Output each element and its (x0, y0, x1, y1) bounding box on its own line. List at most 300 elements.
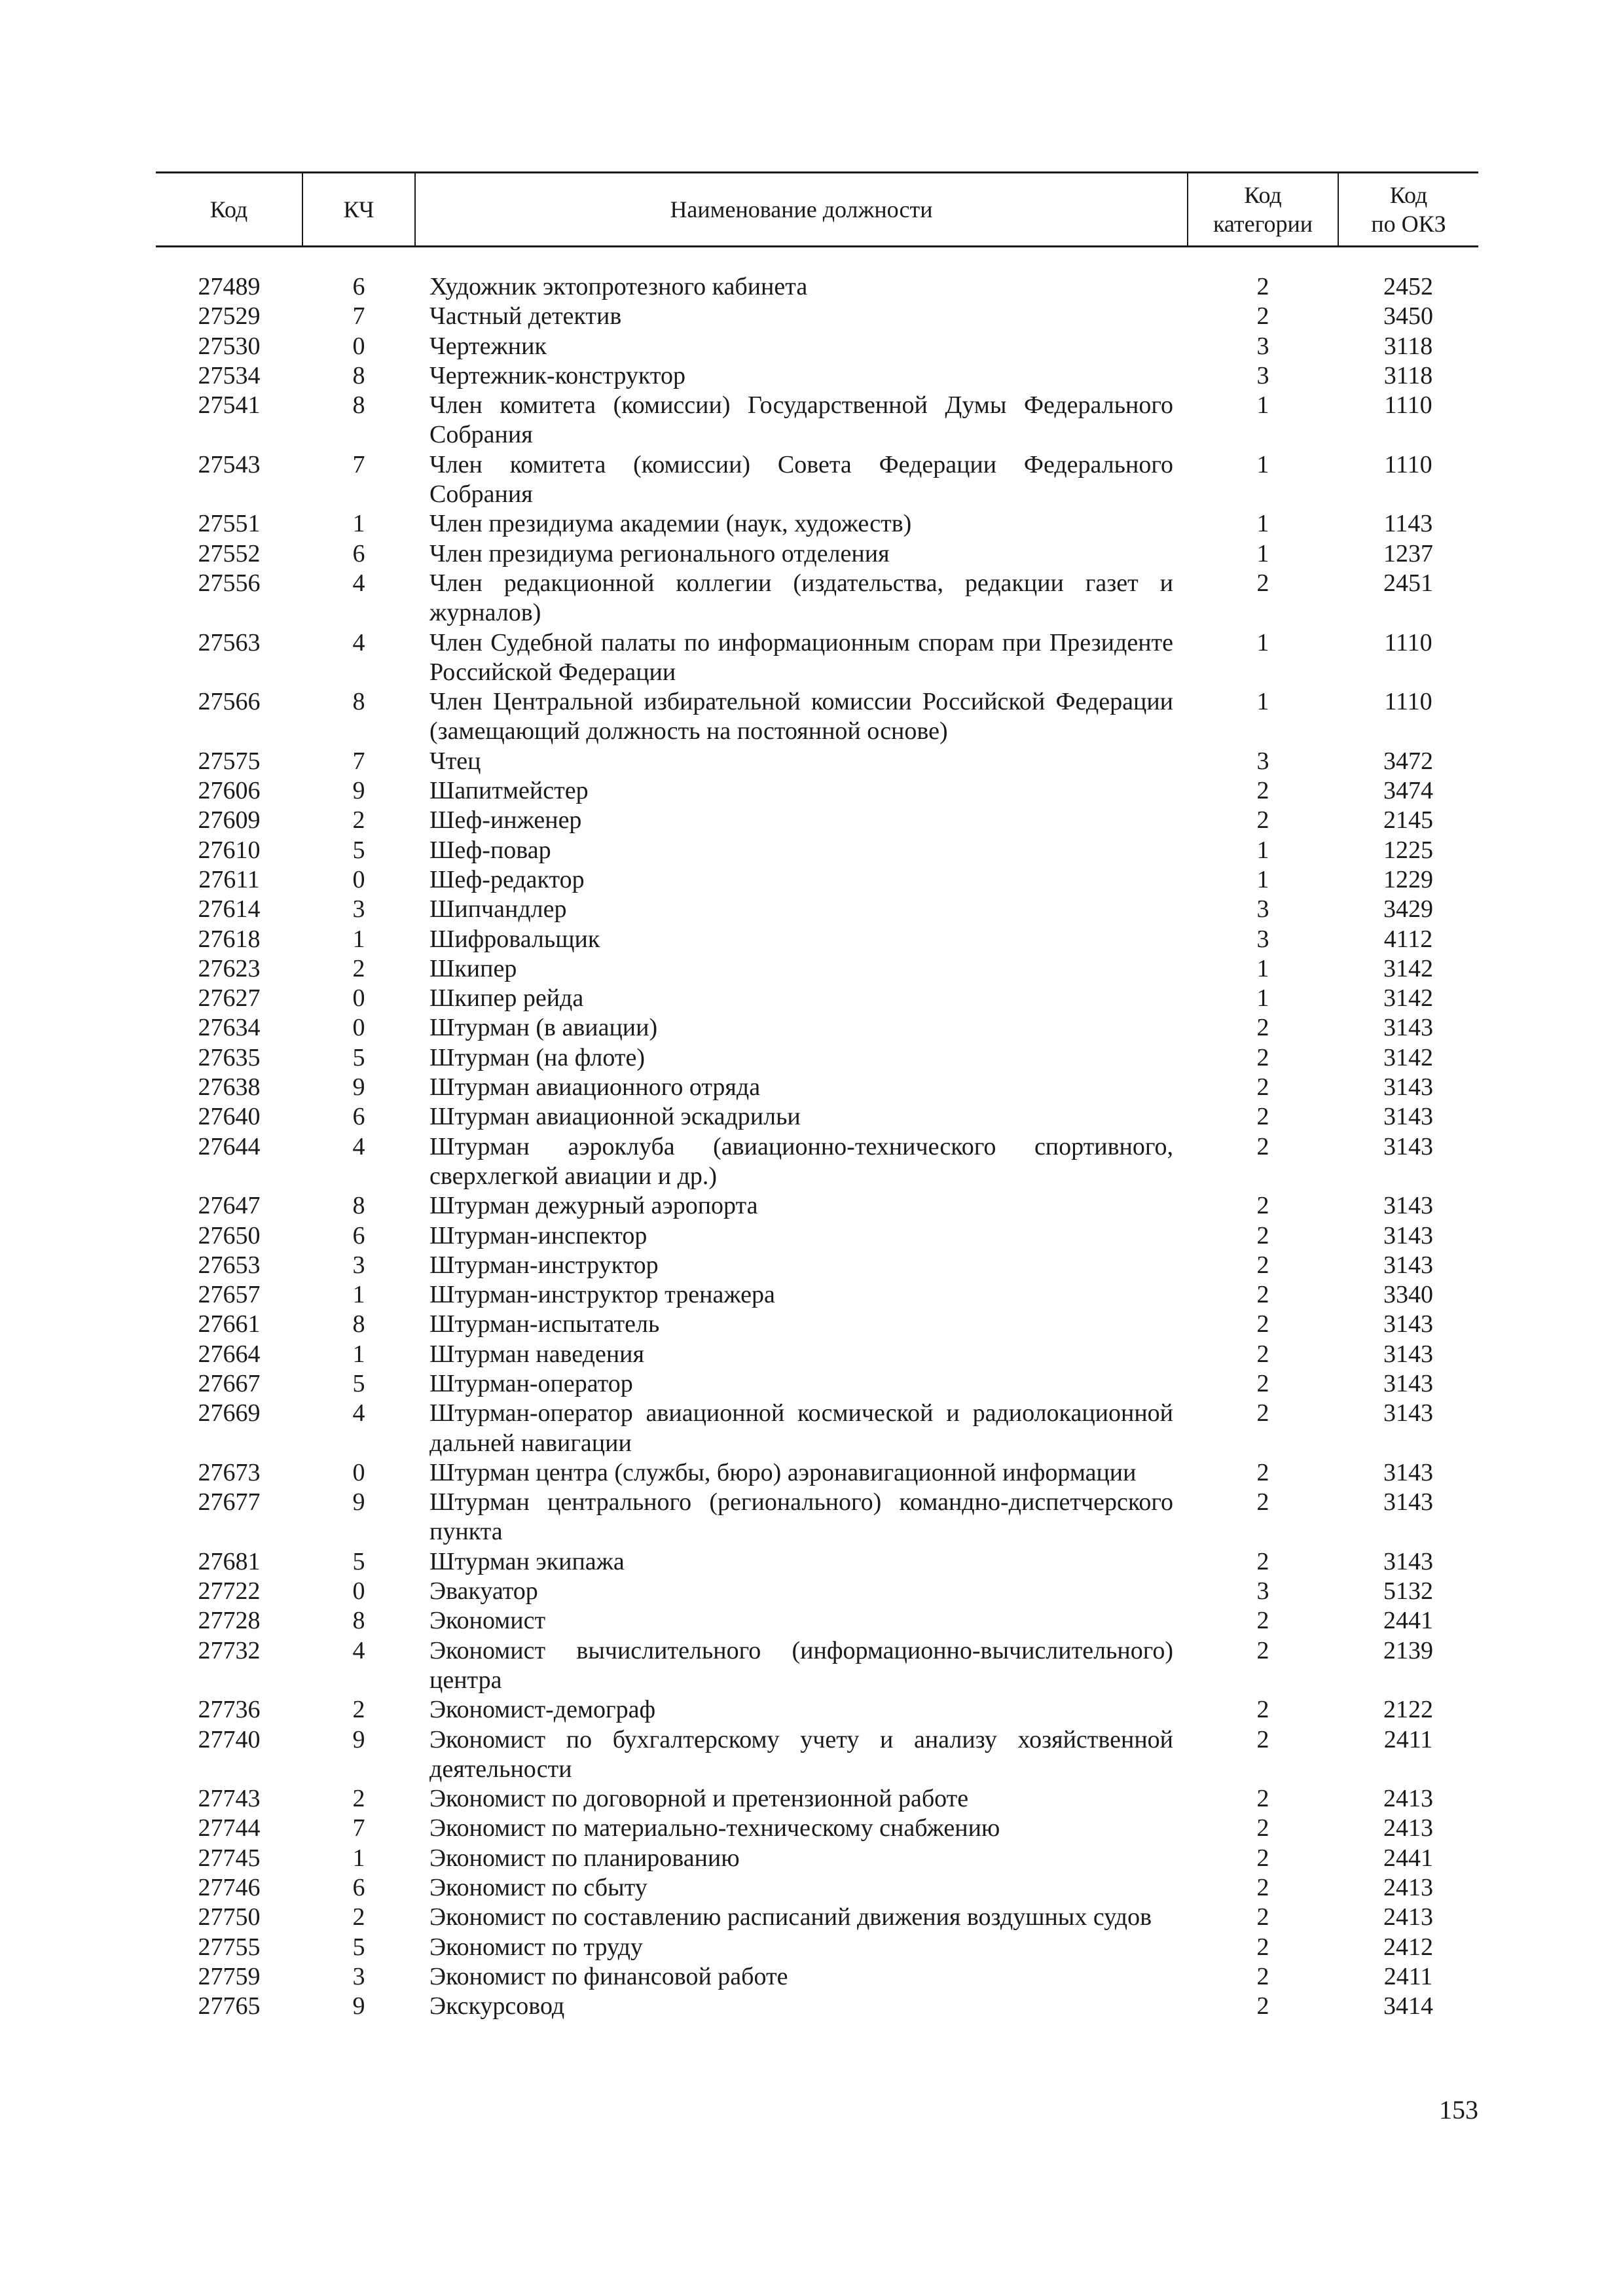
document-page (156, 171, 1478, 2022)
row-kch: 6 (352, 1221, 365, 1249)
row-okz: 3143 (1383, 1221, 1433, 1249)
table-row (156, 509, 1478, 539)
row-category: 2 (1256, 1014, 1269, 1042)
row-code: 27640 (198, 1103, 261, 1131)
row-code: 27759 (198, 1962, 261, 1990)
table-row (156, 628, 1478, 688)
table-body (156, 247, 1478, 2022)
row-code: 27755 (198, 1933, 261, 1961)
row-code: 27743 (198, 1785, 261, 1813)
row-category: 2 (1256, 1310, 1269, 1338)
row-name: Шкипер (429, 954, 517, 982)
row-name: Эвакуатор (429, 1577, 538, 1605)
table-row (156, 1903, 1478, 1932)
table-row (156, 1962, 1478, 1992)
row-kch: 8 (352, 1310, 365, 1338)
table-row (156, 1992, 1478, 2021)
table-row (156, 1132, 1478, 1192)
row-kch: 8 (352, 361, 365, 389)
row-category: 2 (1256, 1192, 1269, 1220)
row-category: 2 (1256, 1814, 1269, 1842)
row-category: 1 (1256, 391, 1269, 420)
table-row (156, 806, 1478, 835)
row-code: 27618 (198, 925, 261, 953)
row-code: 27657 (198, 1281, 261, 1309)
row-name: Экономист по планированию (429, 1844, 740, 1872)
row-category: 2 (1256, 1874, 1269, 1902)
table-row (156, 1547, 1478, 1577)
row-kch: 6 (352, 539, 365, 567)
row-okz: 1225 (1383, 836, 1433, 864)
row-okz: 3143 (1383, 1340, 1433, 1368)
row-name: Частный детектив (429, 302, 622, 331)
row-okz: 3474 (1383, 777, 1433, 805)
row-code: 27563 (198, 628, 261, 656)
row-kch: 2 (352, 806, 365, 834)
row-category: 3 (1256, 332, 1269, 360)
row-kch: 9 (352, 1488, 365, 1516)
row-code: 27543 (198, 450, 261, 478)
row-code: 27606 (198, 777, 261, 805)
row-category: 3 (1256, 895, 1269, 924)
row-name: Экономист по сбыту (429, 1874, 647, 1902)
row-code: 27722 (198, 1577, 261, 1605)
row-name: Шипчандлер (429, 895, 567, 924)
row-category: 2 (1256, 1281, 1269, 1309)
table-row (156, 1399, 1478, 1458)
row-name: Штурман (на флоте) (429, 1043, 645, 1071)
row-okz: 3450 (1383, 302, 1433, 331)
row-category: 2 (1256, 1458, 1269, 1486)
row-okz: 2413 (1383, 1785, 1433, 1813)
row-category: 1 (1256, 628, 1269, 656)
row-name: Шифровальщик (429, 925, 600, 953)
row-okz: 1237 (1383, 539, 1433, 567)
row-name: Член Судебной палаты по информационным спорам при Президенте Российской Федерации (429, 628, 1173, 686)
row-kch: 4 (352, 1399, 365, 1427)
table-row (156, 450, 1478, 510)
row-okz: 4112 (1383, 925, 1433, 953)
row-kch: 1 (352, 1340, 365, 1368)
row-name: Шеф-инженер (429, 806, 582, 834)
row-code: 27750 (198, 1903, 261, 1931)
row-kch: 1 (352, 1844, 365, 1872)
table-row (156, 1102, 1478, 1132)
row-category: 2 (1256, 1785, 1269, 1813)
row-code: 27627 (198, 984, 261, 1013)
table-row (156, 1280, 1478, 1310)
row-name: Художник эктопротезного кабинета (429, 273, 808, 300)
row-kch: 3 (352, 1251, 365, 1279)
header-category: Код категории (1188, 173, 1338, 247)
row-code: 27529 (198, 302, 261, 331)
table-row (156, 1844, 1478, 1873)
row-category: 2 (1256, 1725, 1269, 1753)
header-kch: КЧ (302, 173, 415, 247)
row-kch: 2 (352, 1785, 365, 1813)
table-row (156, 1814, 1478, 1843)
row-category: 2 (1256, 1043, 1269, 1071)
row-name: Член редакционной коллегии (издательства, редакции газет и журналов) (429, 569, 1173, 627)
row-kch: 0 (352, 865, 365, 893)
row-code: 27736 (198, 1696, 261, 1724)
row-okz: 2441 (1383, 1844, 1433, 1872)
table-row (156, 836, 1478, 865)
row-code: 27556 (198, 569, 261, 597)
row-name: Чтец (429, 747, 481, 775)
row-code: 27609 (198, 806, 261, 834)
row-code: 27647 (198, 1192, 261, 1220)
row-kch: 9 (352, 1725, 365, 1753)
row-category: 3 (1256, 361, 1269, 389)
row-name: Чертежник (429, 332, 547, 360)
table-row (156, 1725, 1478, 1785)
row-code: 27677 (198, 1488, 261, 1516)
table-row (156, 302, 1478, 331)
row-code: 27534 (198, 361, 261, 389)
row-category: 3 (1256, 747, 1269, 775)
row-code: 27653 (198, 1251, 261, 1279)
table-row (156, 569, 1478, 628)
row-name: Штурман-оператор авиационной космической и радиолокационной дальней навигации (429, 1399, 1173, 1457)
row-kch: 4 (352, 628, 365, 656)
row-okz: 3143 (1383, 1103, 1433, 1131)
row-category: 2 (1256, 569, 1269, 597)
table-row (156, 1695, 1478, 1725)
row-name: Шкипер рейда (429, 984, 584, 1013)
table-row (156, 1577, 1478, 1606)
row-okz: 3143 (1383, 1014, 1433, 1042)
row-kch: 8 (352, 1607, 365, 1635)
row-okz: 3143 (1383, 1192, 1433, 1220)
table-row (156, 1013, 1478, 1043)
row-okz: 3118 (1383, 361, 1433, 389)
row-category: 2 (1256, 1251, 1269, 1279)
row-okz: 1229 (1383, 865, 1433, 893)
table-row (156, 747, 1478, 776)
row-name: Член комитета (комиссии) Государственной Думы Федерального Собрания (429, 391, 1173, 449)
row-category: 2 (1256, 1992, 1269, 2020)
table-row (156, 1873, 1478, 1903)
row-name: Шеф-повар (429, 836, 551, 864)
row-category: 1 (1256, 450, 1269, 478)
row-code: 27661 (198, 1310, 261, 1338)
row-kch: 1 (352, 1281, 365, 1309)
row-okz: 3143 (1383, 1488, 1433, 1516)
table-row (156, 776, 1478, 806)
table-row (156, 687, 1478, 747)
row-name: Штурман авиационного отряда (429, 1073, 761, 1102)
table-row (156, 954, 1478, 984)
row-kch: 5 (352, 836, 365, 864)
row-okz: 2441 (1383, 1607, 1433, 1635)
positions-table (156, 171, 1478, 2022)
row-category: 2 (1256, 1903, 1269, 1931)
row-code: 27765 (198, 1992, 261, 2020)
row-category: 2 (1256, 777, 1269, 805)
row-kch: 8 (352, 688, 365, 716)
row-kch: 6 (352, 1874, 365, 1902)
row-code: 27635 (198, 1043, 261, 1071)
row-kch: 9 (352, 1992, 365, 2020)
row-name: Шеф-редактор (429, 865, 585, 893)
row-kch: 4 (352, 1132, 365, 1160)
row-name: Штурман аэроклуба (авиационно-технического спортивного, сверхлегкой авиации и др.) (429, 1132, 1173, 1190)
row-okz: 2451 (1383, 569, 1433, 597)
row-kch: 4 (352, 1636, 365, 1664)
row-okz: 1110 (1384, 628, 1432, 656)
row-code: 27614 (198, 895, 261, 924)
row-category: 1 (1256, 865, 1269, 893)
row-kch: 2 (352, 1696, 365, 1724)
row-code: 27638 (198, 1073, 261, 1102)
row-name: Штурман-испытатель (429, 1310, 660, 1338)
row-okz: 3143 (1383, 1310, 1433, 1338)
row-okz: 3429 (1383, 895, 1433, 924)
row-code: 27541 (198, 391, 261, 420)
row-okz: 3414 (1383, 1992, 1433, 2020)
row-category: 2 (1256, 806, 1269, 834)
row-kch: 5 (352, 1043, 365, 1071)
row-category: 2 (1256, 1844, 1269, 1872)
row-kch: 5 (352, 1933, 365, 1961)
row-kch: 3 (352, 895, 365, 924)
row-okz: 2413 (1383, 1874, 1433, 1902)
row-category: 3 (1256, 925, 1269, 953)
row-name: Экономист (429, 1607, 546, 1635)
row-kch: 0 (352, 984, 365, 1013)
row-name: Штурман авиационной эскадрильи (429, 1103, 801, 1131)
row-kch: 5 (352, 1547, 365, 1575)
row-category: 2 (1256, 1369, 1269, 1397)
table-row (156, 1488, 1478, 1547)
row-okz: 2411 (1383, 1962, 1433, 1990)
row-kch: 7 (352, 450, 365, 478)
row-name: Штурман экипажа (429, 1547, 625, 1575)
row-name: Экономист вычислительного (информационно-вычислительного) центра (429, 1636, 1173, 1694)
row-category: 1 (1256, 688, 1269, 716)
row-category: 1 (1256, 539, 1269, 567)
row-kch: 0 (352, 1014, 365, 1042)
row-name: Член Центральной избирательной комиссии Российской Федерации (замещающий должность на постоянной основе) (429, 688, 1173, 745)
row-code: 27681 (198, 1547, 261, 1575)
row-category: 2 (1256, 1488, 1269, 1516)
row-name: Штурман-инструктор тренажера (429, 1281, 775, 1309)
row-kch: 2 (352, 954, 365, 982)
row-name: Чертежник-конструктор (429, 361, 685, 389)
table-row (156, 1369, 1478, 1399)
table-row (156, 895, 1478, 924)
row-kch: 0 (352, 1577, 365, 1605)
table-row (156, 1458, 1478, 1488)
row-okz: 3340 (1383, 1281, 1433, 1309)
row-kch: 1 (352, 925, 365, 953)
table-row (156, 1310, 1478, 1339)
row-code: 27634 (198, 1014, 261, 1042)
row-name: Штурман центра (службы, бюро) аэронавигационной информации (429, 1458, 1137, 1486)
row-code: 27744 (198, 1814, 261, 1842)
row-name: Экскурсовод (429, 1992, 565, 2020)
row-category: 2 (1256, 1221, 1269, 1249)
row-code: 27732 (198, 1636, 261, 1664)
row-category: 2 (1256, 1547, 1269, 1575)
row-okz: 3143 (1383, 1399, 1433, 1427)
table-row (156, 984, 1478, 1013)
row-category: 2 (1256, 1696, 1269, 1724)
row-category: 2 (1256, 1132, 1269, 1160)
table-header (156, 173, 1478, 247)
row-okz: 1110 (1384, 391, 1432, 420)
row-kch: 9 (352, 777, 365, 805)
row-name: Штурман-инспектор (429, 1221, 647, 1249)
row-kch: 7 (352, 747, 365, 775)
table-row (156, 1043, 1478, 1073)
row-name: Штурман-инструктор (429, 1251, 659, 1279)
row-code: 27566 (198, 688, 261, 716)
row-kch: 7 (352, 302, 365, 331)
row-kch: 5 (352, 1369, 365, 1397)
row-name: Штурман (в авиации) (429, 1014, 658, 1042)
row-okz: 3472 (1383, 747, 1433, 775)
row-kch: 6 (352, 273, 365, 300)
row-category: 2 (1256, 273, 1269, 300)
row-name: Экономист-демограф (429, 1696, 656, 1724)
row-code: 27530 (198, 332, 261, 360)
row-kch: 0 (352, 332, 365, 360)
row-okz: 3142 (1383, 954, 1433, 982)
row-okz: 3143 (1383, 1132, 1433, 1160)
row-name: Экономист по составлению расписаний движения воздушных судов (429, 1903, 1152, 1931)
header-code: Код (156, 173, 302, 247)
row-code: 27673 (198, 1458, 261, 1486)
page-number: 153 (1439, 2095, 1478, 2125)
row-category: 1 (1256, 954, 1269, 982)
row-okz: 1110 (1384, 688, 1432, 716)
row-kch: 9 (352, 1073, 365, 1102)
row-category: 2 (1256, 1962, 1269, 1990)
table-row (156, 361, 1478, 391)
table-row (156, 539, 1478, 569)
row-name: Штурман-оператор (429, 1369, 633, 1397)
row-kch: 0 (352, 1458, 365, 1486)
row-okz: 2411 (1383, 1725, 1433, 1753)
row-okz: 3143 (1383, 1073, 1433, 1102)
row-category: 2 (1256, 1399, 1269, 1427)
row-code: 27489 (198, 273, 261, 300)
row-okz: 1110 (1384, 450, 1432, 478)
row-code: 27745 (198, 1844, 261, 1872)
row-kch: 6 (352, 1103, 365, 1131)
row-kch: 1 (352, 510, 365, 538)
row-name: Член президиума регионального отделения (429, 539, 890, 567)
row-okz: 5132 (1383, 1577, 1433, 1605)
row-okz: 3143 (1383, 1251, 1433, 1279)
row-code: 27611 (198, 865, 260, 893)
table-row (156, 1340, 1478, 1369)
row-okz: 3143 (1383, 1547, 1433, 1575)
row-name: Штурман дежурный аэропорта (429, 1192, 758, 1220)
row-okz: 1143 (1383, 510, 1433, 538)
row-kch: 3 (352, 1962, 365, 1990)
row-okz: 3143 (1383, 1458, 1433, 1486)
header-okz: Код по ОКЗ (1338, 173, 1478, 247)
row-kch: 2 (352, 1903, 365, 1931)
row-code: 27575 (198, 747, 261, 775)
table-row (156, 1073, 1478, 1102)
row-name: Экономист по бухгалтерскому учету и анализу хозяйственной деятельности (429, 1725, 1173, 1783)
row-okz: 3142 (1383, 984, 1433, 1013)
row-kch: 8 (352, 391, 365, 420)
row-name: Экономист по договорной и претензионной работе (429, 1785, 969, 1813)
row-okz: 2122 (1383, 1696, 1433, 1724)
row-category: 2 (1256, 1933, 1269, 1961)
row-category: 2 (1256, 302, 1269, 331)
row-code: 27551 (198, 510, 261, 538)
table-row (156, 1784, 1478, 1814)
row-code: 27650 (198, 1221, 261, 1249)
header-name: Наименование должности (415, 173, 1188, 247)
row-kch: 7 (352, 1814, 365, 1842)
row-code: 27664 (198, 1340, 261, 1368)
table-row (156, 925, 1478, 954)
row-kch: 8 (352, 1192, 365, 1220)
row-code: 27623 (198, 954, 261, 982)
row-name: Шапитмейстер (429, 777, 589, 805)
row-name: Член комитета (комиссии) Совета Федерации Федерального Собрания (429, 450, 1173, 509)
row-category: 1 (1256, 984, 1269, 1013)
table-row (156, 1221, 1478, 1251)
table-row (156, 1251, 1478, 1280)
row-okz: 3143 (1383, 1369, 1433, 1397)
table-row (156, 1606, 1478, 1636)
row-code: 27728 (198, 1607, 261, 1635)
row-category: 2 (1256, 1103, 1269, 1131)
row-okz: 2145 (1383, 806, 1433, 834)
table-row (156, 332, 1478, 361)
row-category: 1 (1256, 836, 1269, 864)
row-okz: 3142 (1383, 1043, 1433, 1071)
row-name: Экономист по финансовой работе (429, 1962, 788, 1990)
row-name: Член президиума академии (наук, художеств) (429, 510, 912, 538)
table-row (156, 865, 1478, 895)
table-row (156, 1933, 1478, 1962)
row-category: 2 (1256, 1607, 1269, 1635)
row-okz: 2413 (1383, 1814, 1433, 1842)
row-category: 1 (1256, 510, 1269, 538)
row-name: Экономист по материально-техническому снабжению (429, 1814, 1000, 1842)
row-name: Штурман центрального (регионального) командно-диспетчерского пункта (429, 1488, 1173, 1546)
row-category: 2 (1256, 1073, 1269, 1102)
row-okz: 2412 (1383, 1933, 1433, 1961)
row-okz: 2452 (1383, 273, 1433, 300)
row-category: 2 (1256, 1340, 1269, 1368)
row-category: 2 (1256, 1636, 1269, 1664)
row-code: 27667 (198, 1369, 261, 1397)
row-okz: 2139 (1383, 1636, 1433, 1664)
row-code: 27644 (198, 1132, 261, 1160)
row-name: Экономист по труду (429, 1933, 643, 1961)
table-row (156, 1636, 1478, 1696)
row-kch: 4 (352, 569, 365, 597)
row-code: 27552 (198, 539, 261, 567)
row-code: 27669 (198, 1399, 261, 1427)
row-category: 3 (1256, 1577, 1269, 1605)
table-row (156, 272, 1478, 302)
row-name: Штурман наведения (429, 1340, 644, 1368)
table-row (156, 391, 1478, 450)
row-code: 27746 (198, 1874, 261, 1902)
row-okz: 3118 (1383, 332, 1433, 360)
